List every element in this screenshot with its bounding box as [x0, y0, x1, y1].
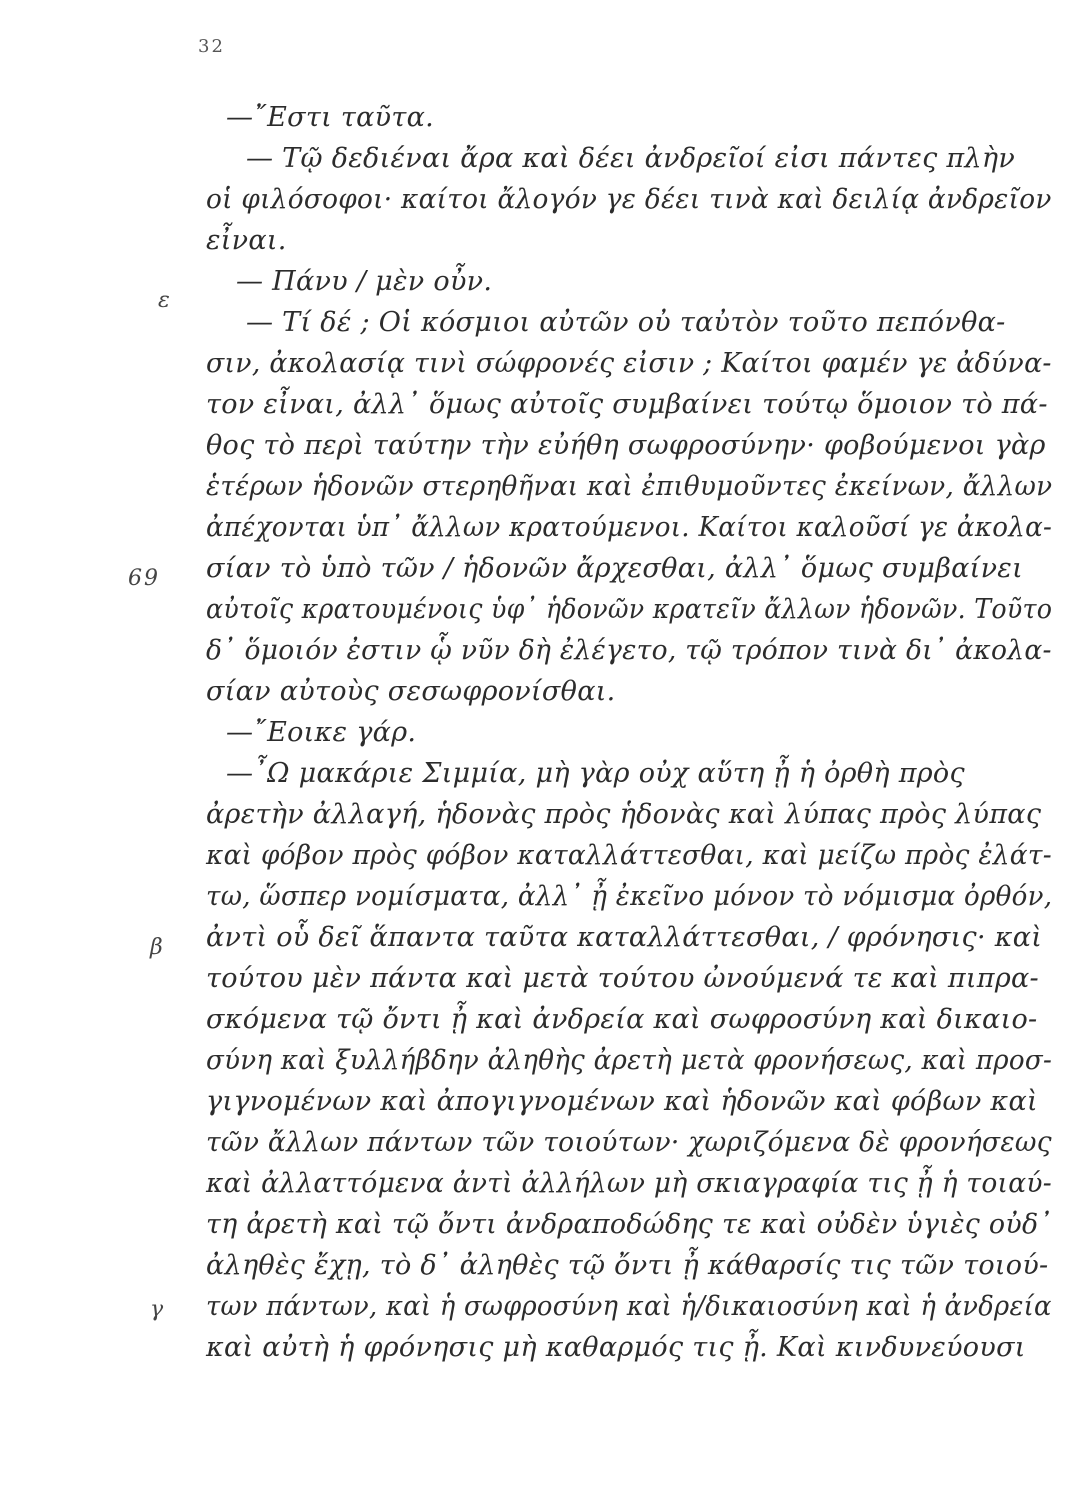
text-line: εἶναι. — [206, 225, 287, 256]
text-line: των πάντων, καὶ ἡ σωφροσύνη καὶ ἡ/δικαιοσύνη καὶ ἡ ἀνδρεία — [206, 1291, 1052, 1322]
margin-note-69: 69 — [128, 566, 160, 591]
text-line: τη ἀρετὴ καὶ τῷ ὄντι ἀνδραποδώδης τε καὶ οὐδὲν ὑγιὲς οὐδ᾽ — [206, 1209, 1053, 1240]
text-line: — Πάνυ / μὲν οὖν. — [236, 266, 493, 297]
text-line: —῏Ω μακάριε Σιμμία, μὴ γὰρ οὐχ αὕτη ᾖ ἡ ὀρθὴ πρὸς — [226, 758, 965, 789]
margin-note-gamma: γ — [150, 1297, 164, 1322]
text-line: δ᾽ ὅμοιόν ἐστιν ᾧ νῦν δὴ ἐλέγετο, τῷ τρόπον τινὰ δι᾽ ἀκολα- — [206, 635, 1052, 666]
text-line: καὶ αὐτὴ ἡ φρόνησις μὴ καθαρμός τις ᾖ. Καὶ κινδυνεύουσι — [206, 1332, 1026, 1363]
margin-note-epsilon: ε — [158, 288, 170, 313]
text-line: οἱ φιλόσοφοι· καίτοι ἄλογόν γε δέει τινὰ καὶ δειλίᾳ ἀνδρεῖον — [206, 184, 1052, 215]
text-line: γιγνομένων καὶ ἀπογιγνομένων καὶ ἡδονῶν καὶ φόβων καὶ — [206, 1086, 1038, 1117]
text-line: σίαν αὐτοὺς σεσωφρονίσθαι. — [206, 676, 616, 707]
text-line: —῎Εστι ταῦτα. — [226, 102, 434, 133]
text-line: τῶν ἄλλων πάντων τῶν τοιούτων· χωριζόμενα δὲ φρονήσεως — [206, 1127, 1052, 1158]
text-line: σίαν τὸ ὑπὸ τῶν / ἡδονῶν ἄρχεσθαι, ἀλλ᾽ ὅμως συμβαίνει — [206, 553, 1023, 584]
text-line: ἀληθὲς ἔχῃ, τὸ δ᾽ ἀληθὲς τῷ ὄντι ᾖ κάθαρσίς τις τῶν τοιού- — [206, 1250, 1049, 1281]
text-line: — Τῷ δεδιέναι ἄρα καὶ δέει ἀνδρεῖοί εἰσι πάντες πλὴν — [246, 143, 1016, 174]
text-line: ἀντὶ οὗ δεῖ ἅπαντα ταῦτα καταλλάττεσθαι, / φρόνησις· καὶ — [206, 922, 1043, 953]
text-line: σκόμενα τῷ ὄντι ᾖ καὶ ἀνδρεία καὶ σωφροσύνη καὶ δικαιο- — [206, 1004, 1038, 1035]
text-line: αὐτοῖς κρατουμένοις ὑφ᾽ ἡδονῶν κρατεῖν ἄλλων ἡδονῶν. Τοῦτο — [206, 594, 1053, 625]
text-line: ἀπέχονται ὑπ᾽ ἄλλων κρατούμενοι. Καίτοι καλοῦσί γε ἀκολα- — [206, 512, 1053, 543]
text-line: τούτου μὲν πάντα καὶ μετὰ τούτου ὠνούμενά τε καὶ πιπρα- — [206, 963, 1039, 994]
text-line: ἀρετὴν ἀλλαγή, ἡδονὰς πρὸς ἡδονὰς καὶ λύπας πρὸς λύπας — [206, 799, 1042, 830]
text-line: σύνη καὶ ξυλλήβδην ἀληθὴς ἀρετὴ μετὰ φρονήσεως, καὶ προσ- — [206, 1045, 1053, 1076]
text-line: καὶ φόβον πρὸς φόβον καταλλάττεσθαι, καὶ μείζω πρὸς ἐλάτ- — [206, 840, 1052, 871]
text-line: ἑτέρων ἡδονῶν στερηθῆναι καὶ ἐπιθυμοῦντες ἐκείνων, ἄλλων — [206, 471, 1053, 502]
margin-note-beta: β — [150, 935, 163, 960]
text-line: — Τί δέ ; Οἱ κόσμιοι αὐτῶν οὐ ταὐτὸν τοῦτο πεπόνθα- — [246, 307, 1006, 338]
text-line: καὶ ἀλλαττόμενα ἀντὶ ἀλλήλων μὴ σκιαγραφία τις ᾖ ἡ τοιαύ- — [206, 1168, 1052, 1199]
text-line: θος τὸ περὶ ταύτην τὴν εὐήθη σωφροσύνην· φοβούμενοι γὰρ — [206, 430, 1046, 461]
text-line: σιν, ἀκολασίᾳ τινὶ σώφρονές εἰσιν ; Καίτοι φαμέν γε ἀδύνα- — [206, 348, 1052, 379]
page-number: 32 — [198, 36, 225, 57]
text-line: τω, ὥσπερ νομίσματα, ἀλλ᾽ ᾖ ἐκεῖνο μόνον τὸ νόμισμα ὀρθόν, — [206, 881, 1053, 912]
text-line: τον εἶναι, ἀλλ᾽ ὅμως αὐτοῖς συμβαίνει τούτῳ ὅμοιον τὸ πά- — [206, 389, 1048, 420]
text-line: —῎Εοικε γάρ. — [226, 717, 417, 748]
